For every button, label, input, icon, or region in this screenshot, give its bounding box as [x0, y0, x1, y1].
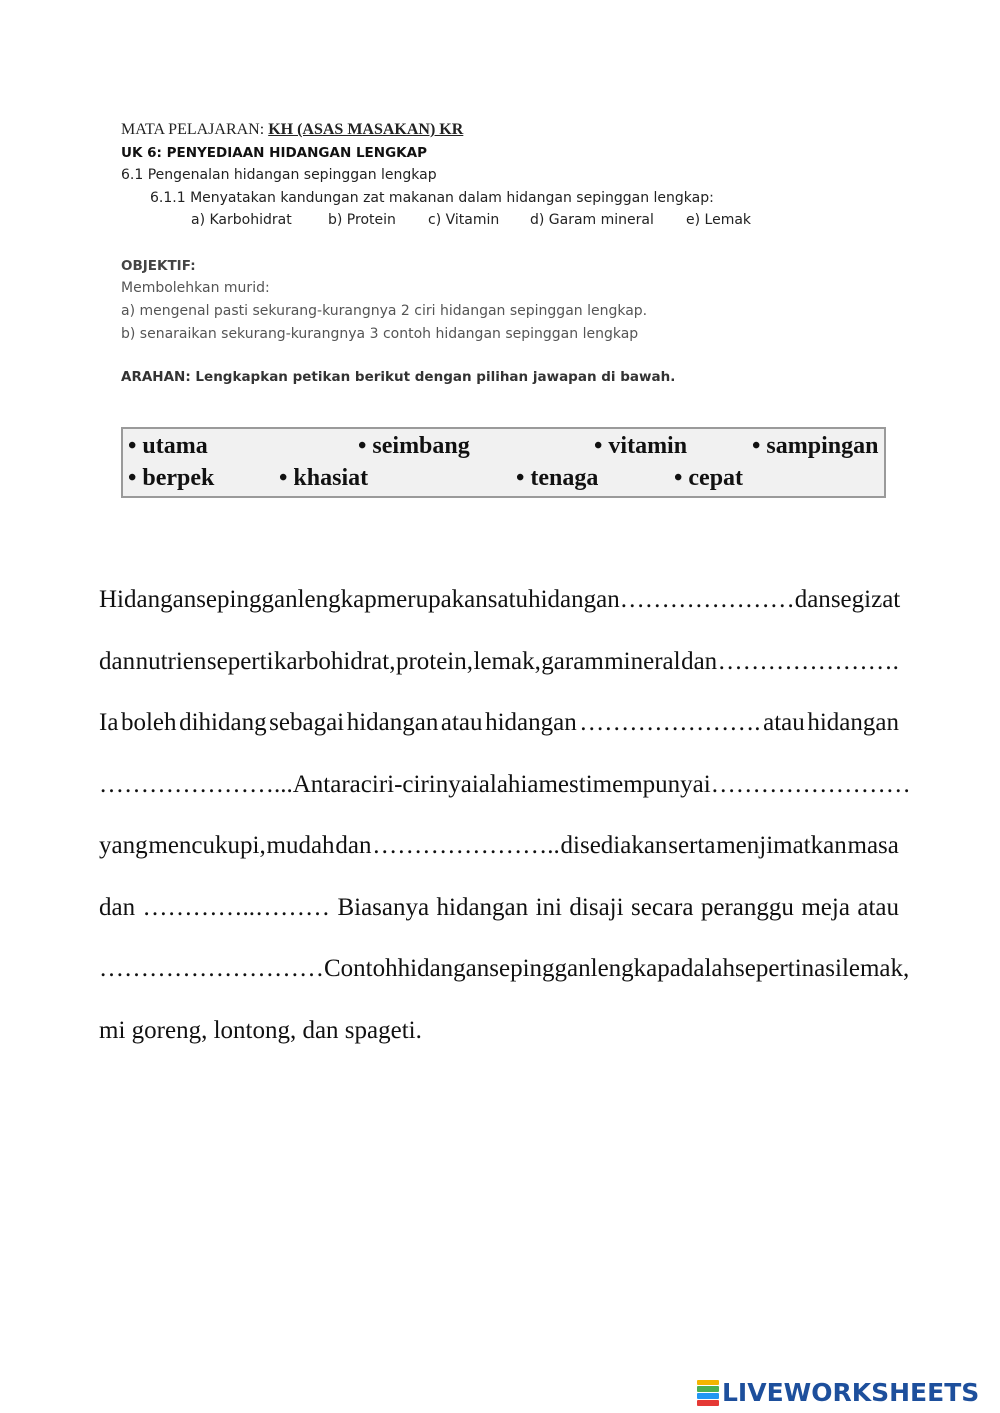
answer-blank[interactable]: …………………... [99, 770, 293, 798]
word-bank-option: • utama [128, 433, 208, 459]
passage-word: atau [763, 709, 805, 736]
answer-blank[interactable]: …………..……… [142, 893, 331, 921]
passage-word: ia [520, 770, 539, 798]
passage-word: Contoh [324, 955, 398, 982]
passage-word: ini [535, 893, 562, 921]
passage-line [99, 890, 899, 952]
passage-word: atau [857, 893, 899, 921]
passage-word: nasi [801, 955, 842, 982]
passage-word: mesti [538, 770, 593, 798]
passage-word: secara [631, 893, 694, 921]
passage-line [99, 705, 899, 767]
passage-word: segi [830, 586, 872, 613]
passage-word: disaji [569, 893, 624, 921]
word-bank-option: • vitamin [594, 433, 688, 459]
objective-heading: OBJEKTIF: [121, 258, 196, 274]
nutrient-item: d) Garam mineral [530, 212, 654, 228]
answer-blank[interactable]: …………………dan [619, 586, 831, 613]
passage-word: dan [99, 647, 136, 675]
passage-word: lengkap [297, 586, 377, 613]
passage-word: ciri-cirinya [360, 770, 472, 798]
passage-word: lemak, [473, 647, 541, 675]
instruction: ARAHAN: Lengkapkan petikan berikut dengan pilihan jawapan di bawah. [121, 369, 676, 385]
word-bank [121, 427, 886, 498]
liveworksheets-brand [697, 1378, 979, 1407]
passage-word: boleh [120, 709, 177, 736]
objective-intro: Membolehkan murid: [121, 280, 270, 296]
passage-line [99, 767, 911, 829]
passage-word: hidangan [397, 955, 490, 982]
passage-word: masa [847, 832, 899, 859]
passage-word: protein, [395, 647, 474, 675]
passage-word: adalah [669, 955, 736, 982]
passage-line [99, 1013, 899, 1075]
passage-word: serta [668, 832, 716, 859]
passage-word: mineral [604, 647, 681, 675]
passage [99, 582, 911, 1074]
passage-line [99, 828, 899, 890]
nutrient-item: a) Karbohidrat [191, 212, 292, 228]
passage-word: lemak, [841, 955, 910, 982]
passage-word: peranggu [700, 893, 794, 921]
passage-word: mencukupi, [148, 832, 266, 859]
unit-title: UK 6: PENYEDIAAN HIDANGAN LENGKAP [121, 145, 427, 161]
liveworksheets-logo-icon [697, 1380, 719, 1406]
passage-word: merupakan [376, 586, 488, 613]
passage-word: karbohidrat, [273, 647, 396, 675]
passage-word: lengkap [590, 955, 670, 982]
passage-word: hidangan [807, 709, 899, 736]
passage-word: sepinggan [196, 586, 298, 613]
answer-blank[interactable]: …………………. [717, 647, 899, 675]
answer-blank[interactable]: …………………… [710, 770, 911, 798]
passage-text: mi goreng, lontong, dan spageti. [99, 1016, 422, 1044]
word-bank-option: • khasiat [279, 465, 369, 491]
passage-word: nutrien [135, 647, 207, 675]
passage-word: yang [99, 832, 148, 859]
passage-word: hidangan [436, 893, 529, 921]
subject-line [121, 121, 463, 139]
subject-label: MATA PELAJARAN: [121, 121, 265, 138]
nutrient-item: b) Protein [328, 212, 396, 228]
passage-word: seperti [735, 955, 802, 982]
word-bank-option: • sampingan [752, 433, 879, 459]
passage-word: satu [487, 586, 529, 613]
passage-word: mempunyai [592, 770, 711, 798]
passage-line [99, 582, 899, 644]
passage-word: hidangan [346, 709, 439, 736]
subtopic-title: 6.1.1 Menyatakan kandungan zat makanan dalam hidangan sepinggan lengkap: [150, 190, 714, 206]
word-bank-option: • berpek [128, 465, 215, 491]
logo-block [697, 1386, 719, 1392]
passage-line [99, 644, 899, 706]
objective-item: a) mengenal pasti sekurang-kurangnya 2 ciri hidangan sepinggan lengkap. [121, 303, 648, 319]
word-bank-option: • seimbang [358, 433, 470, 459]
passage-word: seperti [206, 647, 274, 675]
passage-word: ialah [471, 770, 521, 798]
passage-word: meja [801, 893, 850, 921]
passage-word: dihidang [179, 709, 267, 736]
passage-word: dan [99, 893, 136, 921]
word-bank-option: • tenaga [516, 465, 599, 491]
passage-word: disediakan [560, 832, 668, 859]
passage-word: Antara [292, 770, 361, 798]
passage-word: sebagai [269, 709, 345, 736]
topic-title: 6.1 Pengenalan hidangan sepinggan lengkap [121, 167, 437, 183]
objective-item: b) senaraikan sekurang-kurangnya 3 contoh hidangan sepinggan lengkap [121, 326, 639, 342]
passage-word: menjimatkan [716, 832, 847, 859]
answer-blank[interactable]: ………………….. [372, 832, 560, 859]
passage-word: atau [440, 709, 483, 736]
word-bank-option: • cepat [674, 465, 744, 491]
passage-word: Ia [99, 709, 119, 736]
passage-word: Biasanya [337, 893, 430, 921]
passage-word: hidangan [528, 586, 620, 613]
logo-block [697, 1400, 719, 1406]
passage-word: dan [681, 647, 718, 675]
passage-line [99, 951, 910, 1013]
answer-blank[interactable]: ……………………… [99, 955, 324, 982]
passage-word: dan [335, 832, 372, 859]
nutrient-item: c) Vitamin [428, 212, 500, 228]
passage-word: Hidangan [99, 586, 197, 613]
brand-name: LIVEWORKSHEETS [722, 1378, 980, 1407]
passage-word: sepinggan [489, 955, 591, 982]
logo-block [697, 1380, 719, 1386]
passage-word: hidangan [485, 709, 577, 736]
passage-word: garam [541, 647, 604, 675]
subject-value: KH (ASAS MASAKAN) KR [268, 121, 464, 138]
passage-word: mudah [266, 832, 335, 859]
answer-blank[interactable]: …………………. [579, 709, 761, 736]
passage-word: zat [871, 586, 901, 613]
nutrient-item: e) Lemak [686, 212, 752, 228]
logo-block [697, 1393, 719, 1399]
